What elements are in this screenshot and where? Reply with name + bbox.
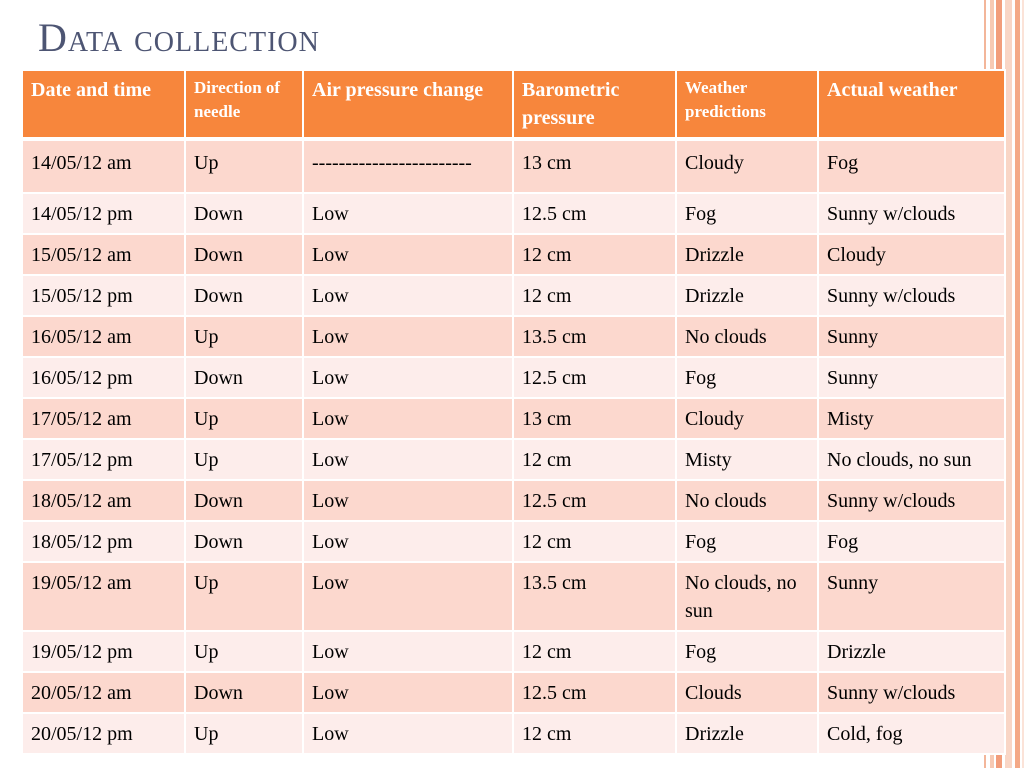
stripe: [1015, 0, 1020, 768]
cell-date-time: 17/05/12 am: [22, 398, 185, 439]
cell-date-time: 16/05/12 pm: [22, 357, 185, 398]
cell-date-time: 14/05/12 pm: [22, 193, 185, 234]
table-row: [22, 193, 1005, 234]
cell-date-time: 17/05/12 pm: [22, 439, 185, 480]
cell-barometric: 12.5 cm: [513, 357, 676, 398]
cell-barometric: 12 cm: [513, 439, 676, 480]
table-row: [22, 439, 1005, 480]
table-header-row: [22, 70, 1005, 139]
table-row: [22, 398, 1005, 439]
table-row: [22, 139, 1005, 193]
cell-date-time: 18/05/12 am: [22, 480, 185, 521]
header-barometric: Barometric pressure: [513, 70, 676, 139]
cell-air-pressure: Low: [303, 439, 513, 480]
cell-direction: Up: [185, 439, 303, 480]
cell-actual-weather: Fog: [818, 521, 1005, 562]
cell-air-pressure: Low: [303, 631, 513, 672]
stripe: [1005, 0, 1012, 768]
cell-actual-weather: Misty: [818, 398, 1005, 439]
cell-actual-weather: Drizzle: [818, 631, 1005, 672]
cell-date-time: 18/05/12 pm: [22, 521, 185, 562]
cell-actual-weather: Sunny w/clouds: [818, 672, 1005, 713]
cell-prediction: No clouds: [676, 316, 818, 357]
header-air-pressure: Air pressure change: [303, 70, 513, 139]
cell-actual-weather: Sunny: [818, 357, 1005, 398]
table-row: [22, 672, 1005, 713]
cell-direction: Down: [185, 193, 303, 234]
cell-barometric: 12.5 cm: [513, 672, 676, 713]
cell-actual-weather: Sunny: [818, 562, 1005, 631]
table-row: [22, 631, 1005, 672]
cell-barometric: 12 cm: [513, 275, 676, 316]
table-row: [22, 234, 1005, 275]
cell-air-pressure: Low: [303, 672, 513, 713]
table-row: [22, 275, 1005, 316]
cell-actual-weather: Sunny w/clouds: [818, 193, 1005, 234]
cell-prediction: Cloudy: [676, 398, 818, 439]
cell-prediction: No clouds, no sun: [676, 562, 818, 631]
cell-air-pressure: Low: [303, 357, 513, 398]
table-row: [22, 562, 1005, 631]
cell-date-time: 19/05/12 am: [22, 562, 185, 631]
cell-prediction: Drizzle: [676, 234, 818, 275]
cell-barometric: 13 cm: [513, 139, 676, 193]
cell-direction: Up: [185, 139, 303, 193]
cell-direction: Down: [185, 480, 303, 521]
table-row: [22, 357, 1005, 398]
cell-direction: Down: [185, 234, 303, 275]
cell-prediction: Fog: [676, 357, 818, 398]
cell-actual-weather: Cloudy: [818, 234, 1005, 275]
cell-direction: Down: [185, 357, 303, 398]
cell-air-pressure: Low: [303, 316, 513, 357]
table-row: [22, 713, 1005, 754]
cell-air-pressure: Low: [303, 562, 513, 631]
cell-air-pressure: Low: [303, 480, 513, 521]
cell-date-time: 16/05/12 am: [22, 316, 185, 357]
cell-barometric: 12 cm: [513, 713, 676, 754]
table-row: [22, 480, 1005, 521]
header-direction: Direction of needle: [185, 70, 303, 139]
cell-date-time: 19/05/12 pm: [22, 631, 185, 672]
cell-air-pressure: Low: [303, 234, 513, 275]
cell-air-pressure: Low: [303, 398, 513, 439]
cell-barometric: 12 cm: [513, 521, 676, 562]
header-actual-weather: Actual weather: [818, 70, 1005, 139]
cell-date-time: 15/05/12 am: [22, 234, 185, 275]
cell-prediction: Fog: [676, 631, 818, 672]
cell-barometric: 13.5 cm: [513, 562, 676, 631]
slide-title: Data collection: [38, 15, 320, 60]
data-table: [21, 69, 1006, 755]
cell-direction: Down: [185, 521, 303, 562]
cell-barometric: 12 cm: [513, 631, 676, 672]
cell-direction: Down: [185, 275, 303, 316]
cell-air-pressure: ------------------------: [303, 139, 513, 193]
cell-air-pressure: Low: [303, 275, 513, 316]
cell-prediction: No clouds: [676, 480, 818, 521]
cell-actual-weather: No clouds, no sun: [818, 439, 1005, 480]
cell-date-time: 14/05/12 am: [22, 139, 185, 193]
cell-actual-weather: Sunny w/clouds: [818, 480, 1005, 521]
cell-direction: Down: [185, 672, 303, 713]
cell-direction: Up: [185, 631, 303, 672]
cell-prediction: Cloudy: [676, 139, 818, 193]
cell-barometric: 12.5 cm: [513, 193, 676, 234]
cell-prediction: Fog: [676, 193, 818, 234]
header-predictions: Weather predictions: [676, 70, 818, 139]
cell-actual-weather: Sunny w/clouds: [818, 275, 1005, 316]
table-row: [22, 316, 1005, 357]
cell-actual-weather: Cold, fog: [818, 713, 1005, 754]
cell-direction: Up: [185, 562, 303, 631]
cell-barometric: 13 cm: [513, 398, 676, 439]
cell-prediction: Drizzle: [676, 713, 818, 754]
cell-air-pressure: Low: [303, 713, 513, 754]
cell-barometric: 12 cm: [513, 234, 676, 275]
cell-barometric: 12.5 cm: [513, 480, 676, 521]
cell-air-pressure: Low: [303, 193, 513, 234]
header-date-time: Date and time: [22, 70, 185, 139]
cell-barometric: 13.5 cm: [513, 316, 676, 357]
cell-actual-weather: Sunny: [818, 316, 1005, 357]
cell-date-time: 20/05/12 am: [22, 672, 185, 713]
cell-direction: Up: [185, 316, 303, 357]
cell-direction: Up: [185, 713, 303, 754]
cell-date-time: 15/05/12 pm: [22, 275, 185, 316]
cell-direction: Up: [185, 398, 303, 439]
cell-date-time: 20/05/12 pm: [22, 713, 185, 754]
cell-prediction: Drizzle: [676, 275, 818, 316]
table-row: [22, 521, 1005, 562]
cell-prediction: Clouds: [676, 672, 818, 713]
cell-actual-weather: Fog: [818, 139, 1005, 193]
cell-air-pressure: Low: [303, 521, 513, 562]
cell-prediction: Misty: [676, 439, 818, 480]
cell-prediction: Fog: [676, 521, 818, 562]
